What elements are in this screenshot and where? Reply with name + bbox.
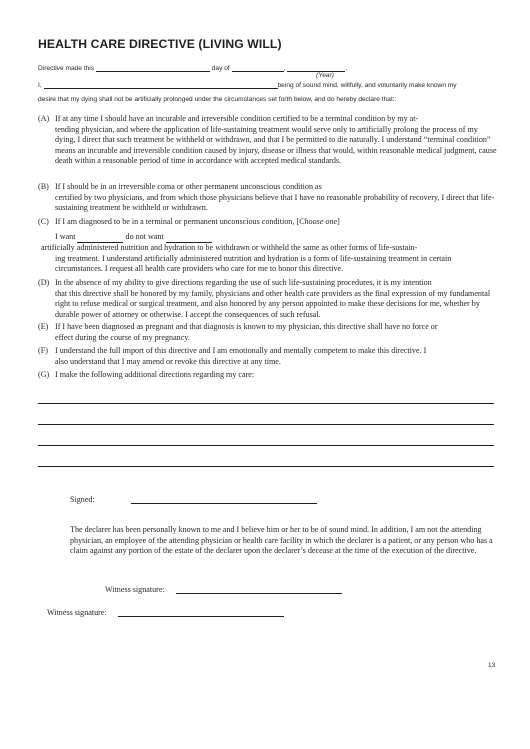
paragraph-c-first-line: If I am diagnosed to be in a terminal or permanent unconscious condition, [ (55, 217, 300, 226)
document-title: HEALTH CARE DIRECTIVE (LIVING WILL) (38, 37, 282, 51)
choose-one-text: Choose one (299, 217, 338, 226)
paragraph-e-label: (E) (38, 322, 49, 331)
do-not-want-field[interactable] (166, 234, 212, 243)
i-label: I, (38, 82, 42, 89)
declarer-statement: The declarer has been personally known to me and I believe him or her to be of sound mind. In addition, I am not the attending physician, an employee of the attending physician or health care facility in which the declarer is a patient, or any person who has a claim against any portion of the estate of the declarer upon the declarer’s decease at the time of the execution of the directive. (70, 525, 493, 556)
paragraph-a-label: (A) (38, 114, 50, 123)
witness-1-signature-line[interactable] (176, 593, 342, 594)
additional-directions-line-4[interactable] (38, 466, 494, 467)
paragraph-d (38, 278, 498, 320)
signed-label: Signed: (70, 495, 95, 504)
do-not-want-label: do not want (125, 232, 164, 241)
nutrition-choice-line (55, 232, 212, 243)
paragraph-d-text: that this directive shall be honored by my family, physicians and other health care providers as the final expression of my fundamental right to refuse medical or surgical treatment, and also honored by any person appointed to make these decisions for me, whether by durable power of attorney or otherwise. I accept the consequences of such refusal. (55, 288, 491, 319)
comma-text: , (283, 65, 286, 72)
period-text: . (345, 65, 348, 72)
year-caption: (Year) (316, 72, 334, 79)
declarer-name-line (38, 81, 457, 89)
paragraph-b (38, 182, 498, 214)
paragraph-f-first-line: I understand the full import of this directive and I am emotionally and mentally competent to make this directive. I (55, 346, 427, 355)
paragraph-c-text: ing treatment. I understand artificially administered nutrition and hydration is a form of life-sustaining treatment in certain circumstances. I request all health care providers who care for me to honor this directive. (55, 253, 452, 274)
month-field[interactable] (232, 64, 284, 72)
paragraph-f-label: (F) (38, 346, 48, 355)
paragraph-g (38, 370, 498, 381)
sound-mind-text: being of sound mind, willfully, and voluntarily make known my (277, 82, 457, 89)
paragraph-d-first-line: In the absence of my ability to give directions regarding the use of such life-sustaining procedures, it is my intention (55, 278, 432, 287)
i-want-field[interactable] (77, 234, 123, 243)
paragraph-c (38, 217, 498, 228)
paragraph-e (38, 322, 498, 343)
directive-made-label: Directive made this (38, 65, 95, 72)
bracket-close-text: ] (337, 217, 340, 226)
paragraph-b-text: certified by two physicians, and from which those physicians believe that I have no reasonable probability of recovery, I direct that life-sustaining treatment be withheld or withdrawn. (55, 192, 495, 213)
paragraph-f (38, 346, 498, 367)
paragraph-b-label: (B) (38, 182, 49, 191)
paragraph-a-text: tending physician, and where the application of life-sustaining treatment would serve only to artificially prolong the process of my dying, I direct that such treatment be withheld or withdrawn, and that I be permitted to die naturally. I understand “terminal condition” means an incurable and irreversible condition caused by injury, disease or illness that would, within reasonable medical judgment, cause death within a reasonable period of time in accordance with accepted medical standards. (55, 124, 497, 166)
paragraph-e-text: effect during the course of my pregnancy. (55, 332, 190, 342)
paragraph-a-first-line: If at any time I should have an incurable and irreversible condition certified to be a terminal condition by my at- (55, 114, 419, 123)
directive-made-line (38, 64, 347, 72)
page-number: 13 (488, 662, 496, 669)
desire-line: desire that my dying shall not be artificially prolonged under the circumstances set forth below, and do hereby declare that:: (38, 96, 397, 103)
additional-directions-line-3[interactable] (38, 445, 494, 446)
witness-1-label: Witness signature: (105, 585, 165, 594)
witness-2-label: Witness signature: (47, 608, 107, 617)
day-of-label: day of (211, 65, 230, 72)
witness-2-signature-line[interactable] (118, 616, 284, 617)
date-day-field[interactable] (96, 64, 210, 72)
paragraph-g-label: (G) (38, 370, 50, 379)
additional-directions-line-2[interactable] (38, 424, 494, 425)
paragraph-d-label: (D) (38, 278, 50, 287)
paragraph-c-line2: artificially administered nutrition and hydration to be withdrawn or withheld the same as other forms of life-sustain- (41, 243, 418, 252)
paragraph-b-first-line: If I should be in an irreversible coma or other permanent unconscious condition as (55, 182, 322, 191)
paragraph-c-label: (C) (38, 217, 49, 226)
paragraph-g-first-line: I make the following additional directions regarding my care: (55, 370, 255, 379)
declarer-name-field[interactable] (44, 81, 278, 89)
i-want-label: I want (55, 232, 76, 241)
paragraph-a (38, 114, 498, 167)
declarer-signature-line[interactable] (131, 503, 317, 504)
paragraph-e-first-line: If I have been diagnosed as pregnant and that diagnosis is known to my physician, this directive shall have no force or (55, 322, 438, 331)
paragraph-c-body (38, 243, 498, 275)
paragraph-f-text: also understand that I may amend or revoke this directive at any time. (55, 356, 281, 366)
year-field[interactable] (287, 64, 348, 72)
additional-directions-line-1[interactable] (38, 403, 494, 404)
